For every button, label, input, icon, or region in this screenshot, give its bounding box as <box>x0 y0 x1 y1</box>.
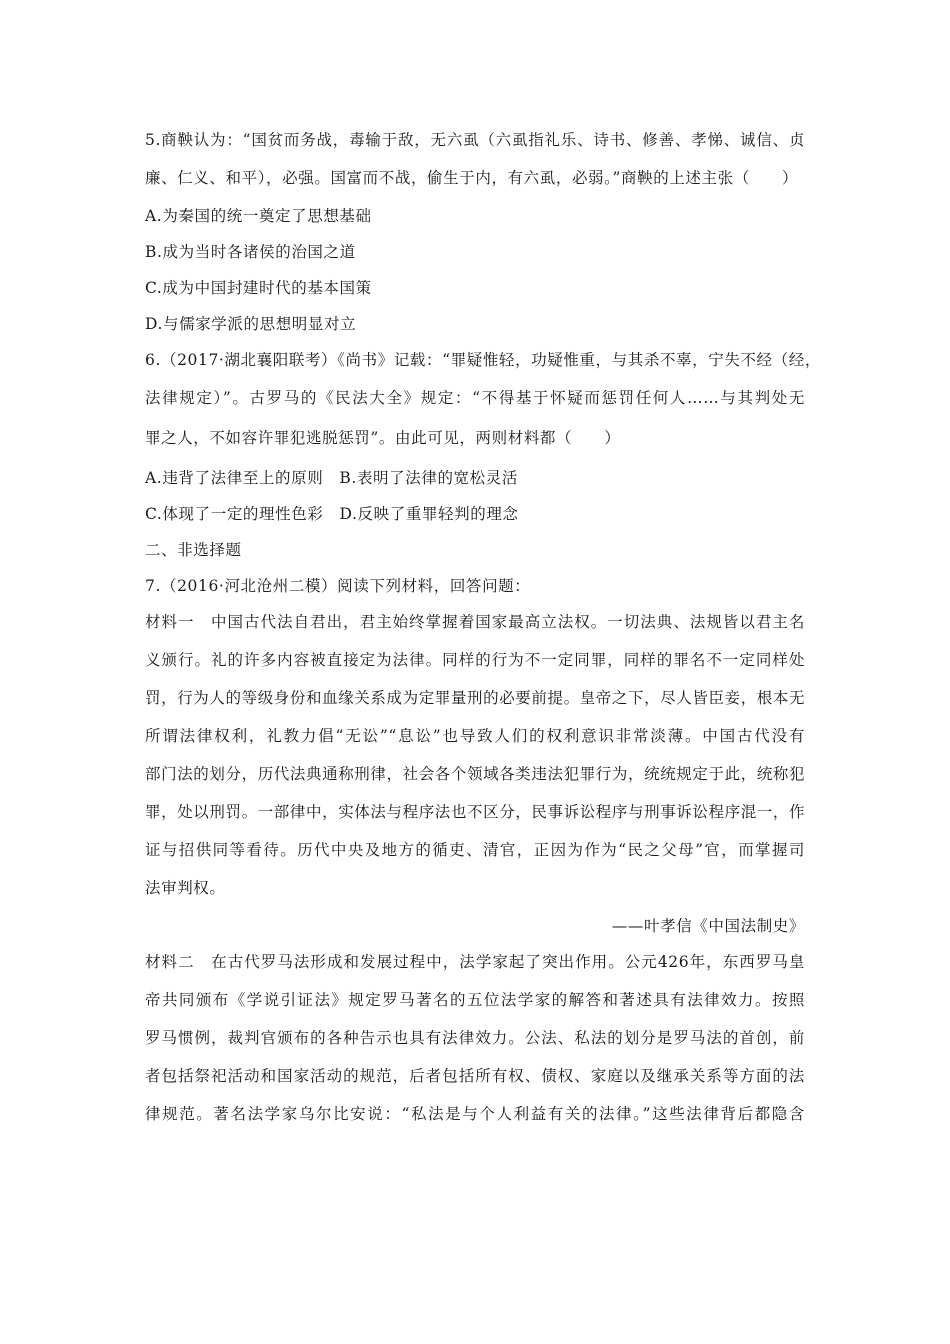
material2-line-2: 帝共同颁布《学说引证法》规定罗马著名的五位法学家的解答和著述具有法律效力。按照 <box>145 991 805 1009</box>
material1-line-6: 罪，处以刑罚。一部律中，实体法与程序法也不区分，民事诉讼程序与刑事诉讼程序混一，作 <box>145 803 806 821</box>
q5-option-d: D.与儒家学派的思想明显对立 <box>145 315 357 333</box>
material1-line-8: 法审判权。 <box>145 879 226 897</box>
material1-line-3: 罚，行为人的等级身份和血缘关系成为定罪量刑的必要前提。皇帝之下，尽人皆臣妾，根本无 <box>145 689 806 707</box>
q6-stem-line-3: 罪之人，不如容许罪犯逃脱惩罚”。由此可见，两则材料都（ ） <box>145 429 621 447</box>
section-heading: 二、非选择题 <box>145 541 242 559</box>
material2-line-4: 者包括祭祀活动和国家活动的规范，后者包括所有权、债权、家庭以及继承关系等方面的法 <box>145 1067 805 1085</box>
q6-stem-line-2: 法律规定）”。古罗马的《民法大全》规定：“不得基于怀疑而惩罚任何人……与其判处无 <box>145 389 805 407</box>
material2-line-1: 材料二 在古代罗马法形成和发展过程中，法学家起了突出作用。公元426年，东西罗马皇 <box>145 953 805 971</box>
q5-stem-line-2: 廉、仁义、和平），必强。国富而不战，偷生于内，有六虱，必弱。”商鞅的上述主张（ ） <box>145 169 799 187</box>
q5-option-b: B.成为当时各诸侯的治国之道 <box>145 243 356 261</box>
material1-source: ——叶孝信《中国法制史》 <box>611 917 805 935</box>
material1-line-2: 义颁行。礼的许多内容被直接定为法律。同样的行为不一定同罪，同样的罪名不一定同样处 <box>145 651 805 669</box>
q6-stem-line-1: 6.（2017·湖北襄阳联考）《尚书》记载：“罪疑惟轻，功疑惟重，与其杀不辜，宁失不经（经， <box>145 351 821 369</box>
q5-option-a: A.为秦国的统一奠定了思想基础 <box>145 207 372 225</box>
q7-stem: 7.（2016·河北沧州二模）阅读下列材料，回答问题： <box>145 577 531 595</box>
material1-line-7: 证与招供同等看待。历代中央及地方的循吏、清官，正因为作为“民之父母”官，而掌握司 <box>145 841 805 859</box>
q6-options-row-1: A.违背了法律至上的原则 B.表明了法律的宽松灵活 <box>145 469 518 487</box>
q6-options-row-2: C.体现了一定的理性色彩 D.反映了重罪轻判的理念 <box>145 505 519 523</box>
material1-line-1: 材料一 中国古代法自君出，君主始终掌握着国家最高立法权。一切法典、法规皆以君主名 <box>145 613 805 631</box>
q5-stem-line-1: 5.商鞅认为：“国贫而务战，毒输于敌，无六虱（六虱指礼乐、诗书、修善、孝悌、诚信、贞 <box>145 131 805 149</box>
material2-line-3: 罗马惯例，裁判官颁布的各种告示也具有法律效力。公法、私法的划分是罗马法的首创，前 <box>145 1029 805 1047</box>
material1-line-4: 所谓法律权利，礼教力倡“无讼”“息讼”也导致人们的权利意识非常淡薄。中国古代没有 <box>145 727 805 745</box>
q5-option-c: C.成为中国封建时代的基本国策 <box>145 279 372 297</box>
material1-line-5: 部门法的划分，历代法典通称刑律，社会各个领域各类违法犯罪行为，统统规定于此，统称犯 <box>145 765 806 783</box>
material2-line-5: 律规范。著名法学家乌尔比安说：“私法是与个人利益有关的法律。”这些法律背后都隐含 <box>145 1105 805 1123</box>
